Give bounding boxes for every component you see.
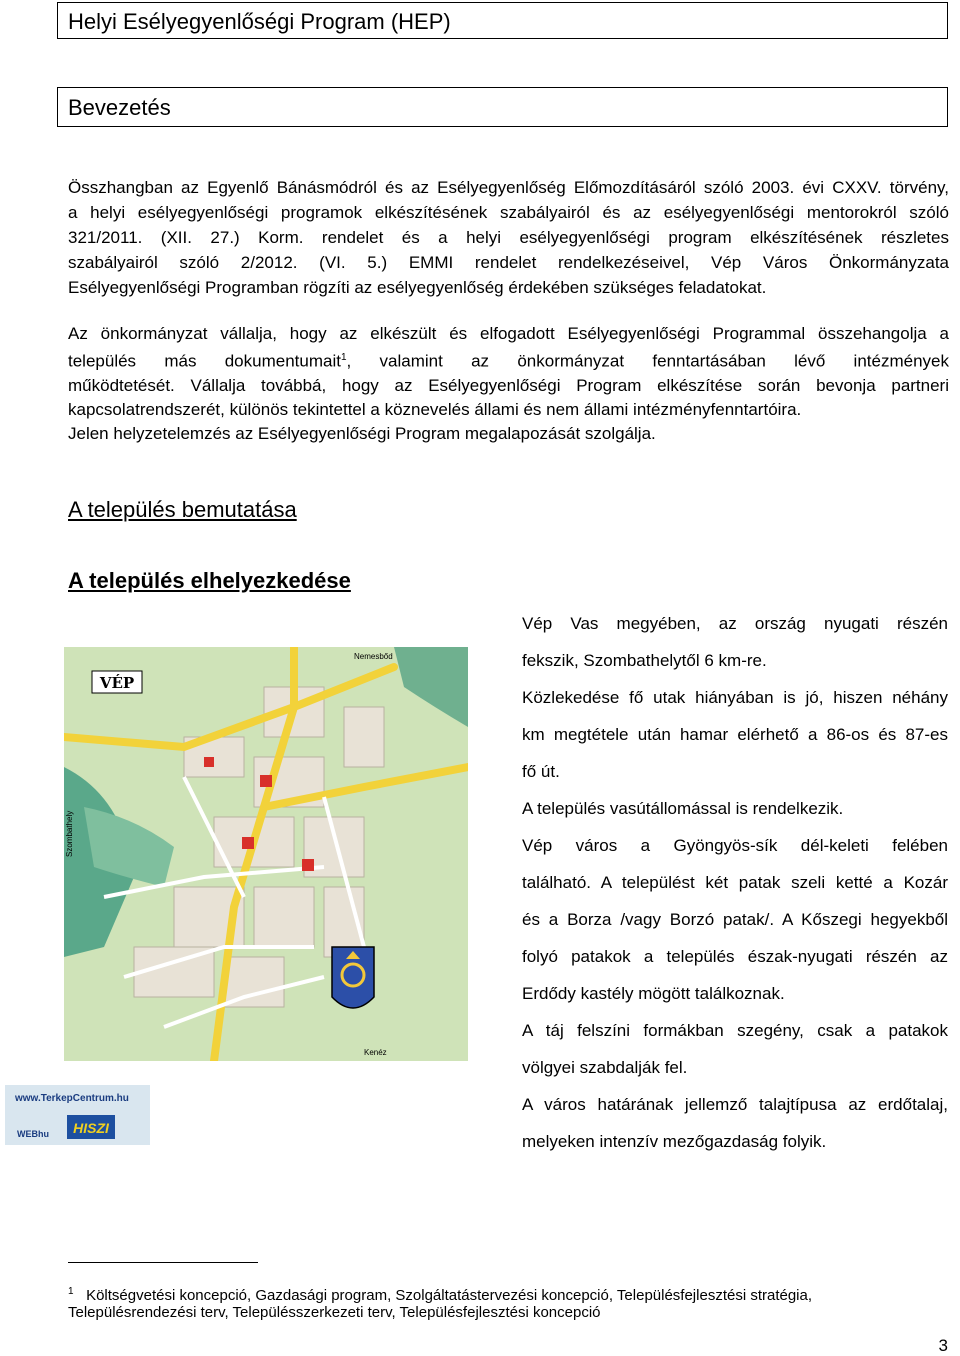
text-line: A település vasútállomással is rendelkezik. xyxy=(522,799,844,818)
text-line: működtetését. Vállalja továbbá, hogy az Esélyegyenlőségi Program elkészítése során bevonja partneri xyxy=(68,375,949,395)
text-segment: , valamint az önkormányzat fenntartásában lévő intézmények xyxy=(346,351,949,371)
commitment-paragraph xyxy=(68,322,949,446)
section-heading: A település bemutatása xyxy=(68,497,297,522)
text-line: fekszik, Szombathelytől 6 km-re. xyxy=(522,651,767,670)
subsection-heading: A település elhelyezkedése xyxy=(68,568,351,593)
text-line: Erdődy kastély mögött találkoznak. xyxy=(522,984,785,1003)
intro-heading: Bevezetés xyxy=(57,87,948,127)
text-line: melyeken intenzív mezőgazdaság folyik. xyxy=(522,1132,827,1151)
map-source-logos xyxy=(5,1085,150,1145)
footnote-text: Költségvetési koncepció, Gazdasági program, Szolgáltatástervezési koncepció, Településfejlesztési stratégia, xyxy=(86,1287,813,1304)
text-line: Esélyegyenlőségi Programban rögzíti az esélyegyenlőség érdekében szükséges feladatokat. xyxy=(68,278,767,297)
text-line: a helyi esélyegyenlőségi programok elkészítésének szabályairól és az esélyegyenlőségi mentorokról szóló xyxy=(68,203,949,222)
footnote-line xyxy=(68,1286,949,1304)
text-line: 321/2011. (XII. 27.) Korm. rendelet és a helyi esélyegyenlőségi program elkészítésének részletes xyxy=(68,228,949,247)
text-line: völgyei szabdalják fel. xyxy=(522,1058,688,1077)
text-line: fő út. xyxy=(522,762,560,781)
text-line: A város határának jellemző talajtípusa az erdőtalaj, xyxy=(522,1095,948,1114)
coat-of-arms-icon xyxy=(332,947,374,1008)
map-logos-drawing xyxy=(5,1085,150,1145)
logo-text: HISZI xyxy=(73,1120,109,1136)
text-line: Jelen helyzetelemzés az Esélyegyenlőségi Program megalapozását szolgálja. xyxy=(68,423,656,443)
map-place-label: Kenéz xyxy=(364,1048,387,1057)
page-number: 3 xyxy=(938,1336,948,1355)
logo-text: WEBhu xyxy=(17,1129,49,1139)
town-map xyxy=(64,647,468,1061)
text-line: km megtétele után hamar elérhető a 86-os és 87-es xyxy=(522,725,948,744)
map-place-label: Szombathely xyxy=(65,810,74,857)
logo-text: www.TerkepCentrum.hu xyxy=(15,1093,129,1104)
text-line: Közlekedése fő utak hiányában is jó, hiszen néhány xyxy=(522,688,948,707)
town-map-drawing xyxy=(64,647,468,1061)
intro-paragraph xyxy=(68,175,949,300)
text-line xyxy=(68,346,949,374)
footnote-mark: 1 xyxy=(68,1286,74,1297)
footnote-ref: 1 xyxy=(340,352,347,363)
text-line: A táj felszíni formákban szegény, csak a patakok xyxy=(522,1021,948,1040)
text-segment: település más dokumentumait xyxy=(68,351,341,371)
text-line: Vép Vas megyében, az ország nyugati részén xyxy=(522,614,948,633)
text-line: kapcsolatrendszerét, különös tekintettel a köznevelés állami és nem állami intézményfenntartóira. xyxy=(68,399,802,419)
text-line: és a Borza /vagy Borzó patak/. A Kőszegi hegyekből xyxy=(522,910,948,929)
footnote-line: Településrendezési terv, Településszerkezeti terv, Településfejlesztési koncepció xyxy=(68,1304,601,1321)
text-line: Összhangban az Egyenlő Bánásmódról és az Esélyegyenlőség Előmozdításáról szóló 2003. évi CXXV. törvény, xyxy=(68,178,949,197)
map-label: VÉP xyxy=(99,674,135,692)
text-line: szabályairól szóló 2/2012. (VI. 5.) EMMI rendelet rendelkezéseivel, Vép Város Önkormányzata xyxy=(68,253,949,272)
text-line: található. A települést két patak szeli ketté a Kozár xyxy=(522,873,948,892)
text-line: Vép város a Gyöngyös-sík dél-keleti felében xyxy=(522,836,948,855)
footnote-rule xyxy=(68,1262,258,1263)
text-line: folyó patakok a település észak-nyugati részén az xyxy=(522,947,948,966)
map-place-label: Nemesbőd xyxy=(354,652,393,661)
document-title: Helyi Esélyegyenlőségi Program (HEP) xyxy=(57,2,948,39)
text-line: Az önkormányzat vállalja, hogy az elkészült és elfogadott Esélyegyenlőségi Programmal összehangolja a xyxy=(68,324,949,343)
